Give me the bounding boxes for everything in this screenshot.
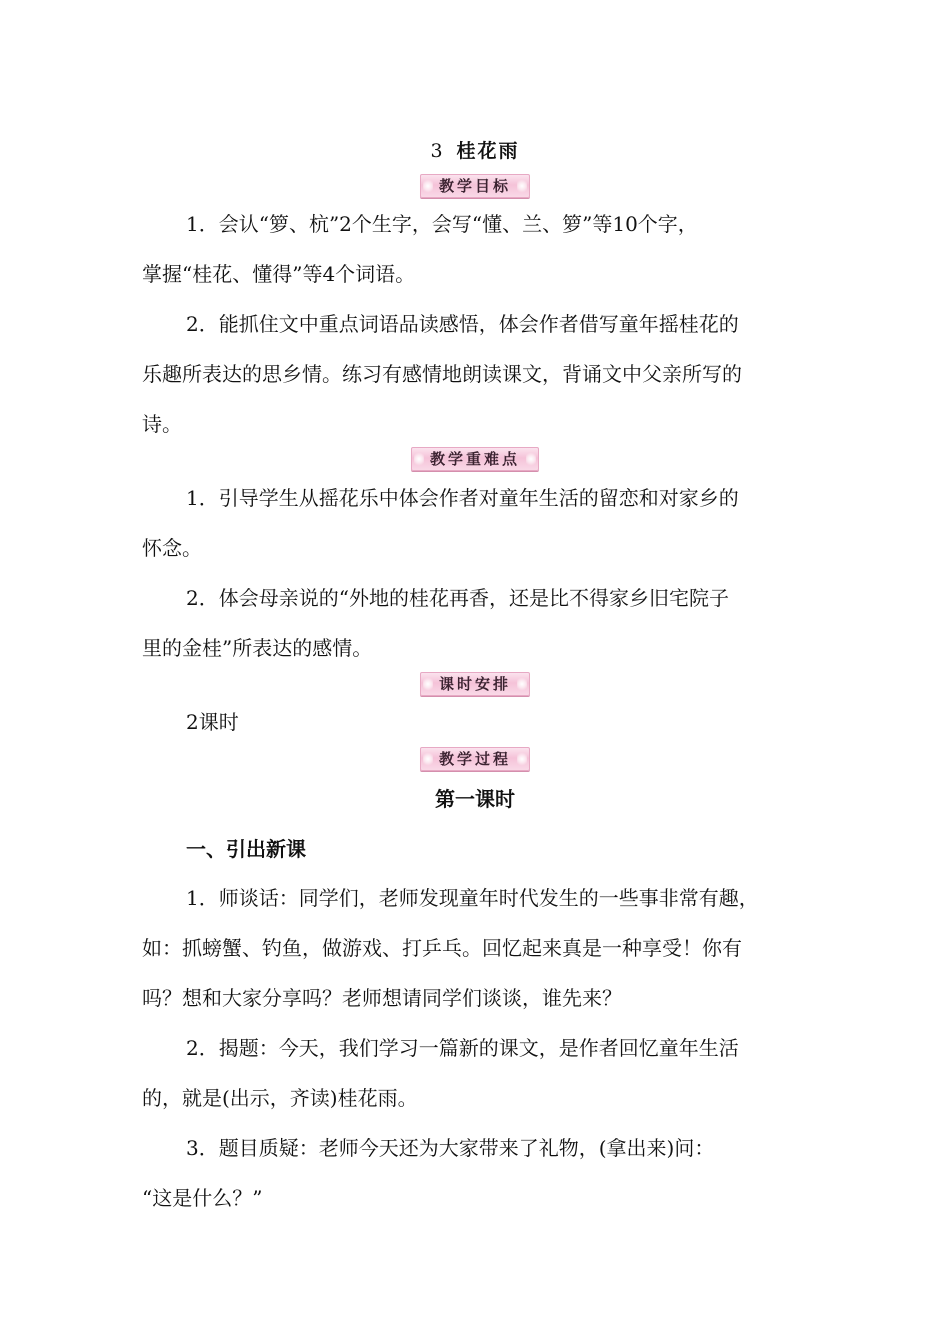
lesson-title — [0, 138, 950, 164]
key-point-1-line-1: 1．引导学生从摇花乐中体会作者对童年生活的留恋和对家乡的 — [186, 486, 739, 510]
step-2-line-2: 的，就是(出示，齐读)桂花雨。 — [142, 1086, 418, 1110]
banner-key-points: 教学重难点 — [411, 447, 539, 471]
goal-2-line-3: 诗。 — [142, 412, 182, 436]
banner-teaching-process: 教学过程 — [420, 747, 530, 771]
step-1-line-2: 如：抓螃蟹、钓鱼，做游戏、打乒乓。回忆起来真是一种享受！你有 — [142, 936, 742, 960]
key-point-2-line-2: 里的金桂”所表达的感情。 — [142, 636, 373, 660]
lesson-name: 桂花雨 — [456, 140, 520, 162]
key-point-2-line-1: 2．体会母亲说的“外地的桂花再香，还是比不得家乡旧宅院子 — [186, 586, 729, 610]
key-point-1-line-2: 怀念。 — [142, 536, 202, 560]
banner-teaching-goals: 教学目标 — [420, 174, 530, 198]
step-2-line-1: 2．揭题：今天，我们学习一篇新的课文，是作者回忆童年生活 — [186, 1036, 739, 1060]
lesson-number: 3 — [430, 140, 443, 162]
goal-1-line-1: 1．会认“箩、杭”2个生字，会写“懂、兰、箩”等10个字， — [186, 212, 698, 236]
goal-1-line-2: 掌握“桂花、懂得”等4个词语。 — [142, 262, 416, 286]
schedule-text: 2课时 — [186, 710, 239, 734]
goal-2-line-2: 乐趣所表达的思乡情。练习有感情地朗读课文，背诵文中父亲所写的 — [142, 362, 742, 386]
step-3-line-1: 3．题目质疑：老师今天还为大家带来了礼物，(拿出来)问： — [186, 1136, 715, 1160]
banner-schedule: 课时安排 — [420, 672, 530, 696]
section-heading: 一、引出新课 — [186, 837, 306, 861]
step-1-line-1: 1．师谈话：同学们，老师发现童年时代发生的一些事非常有趣， — [186, 886, 759, 910]
period-title: 第一课时 — [435, 787, 515, 811]
step-3-line-2: “这是什么？” — [142, 1186, 263, 1210]
step-1-line-3: 吗？想和大家分享吗？老师想请同学们谈谈，谁先来？ — [142, 986, 622, 1010]
goal-2-line-1: 2．能抓住文中重点词语品读感悟，体会作者借写童年摇桂花的 — [186, 312, 739, 336]
